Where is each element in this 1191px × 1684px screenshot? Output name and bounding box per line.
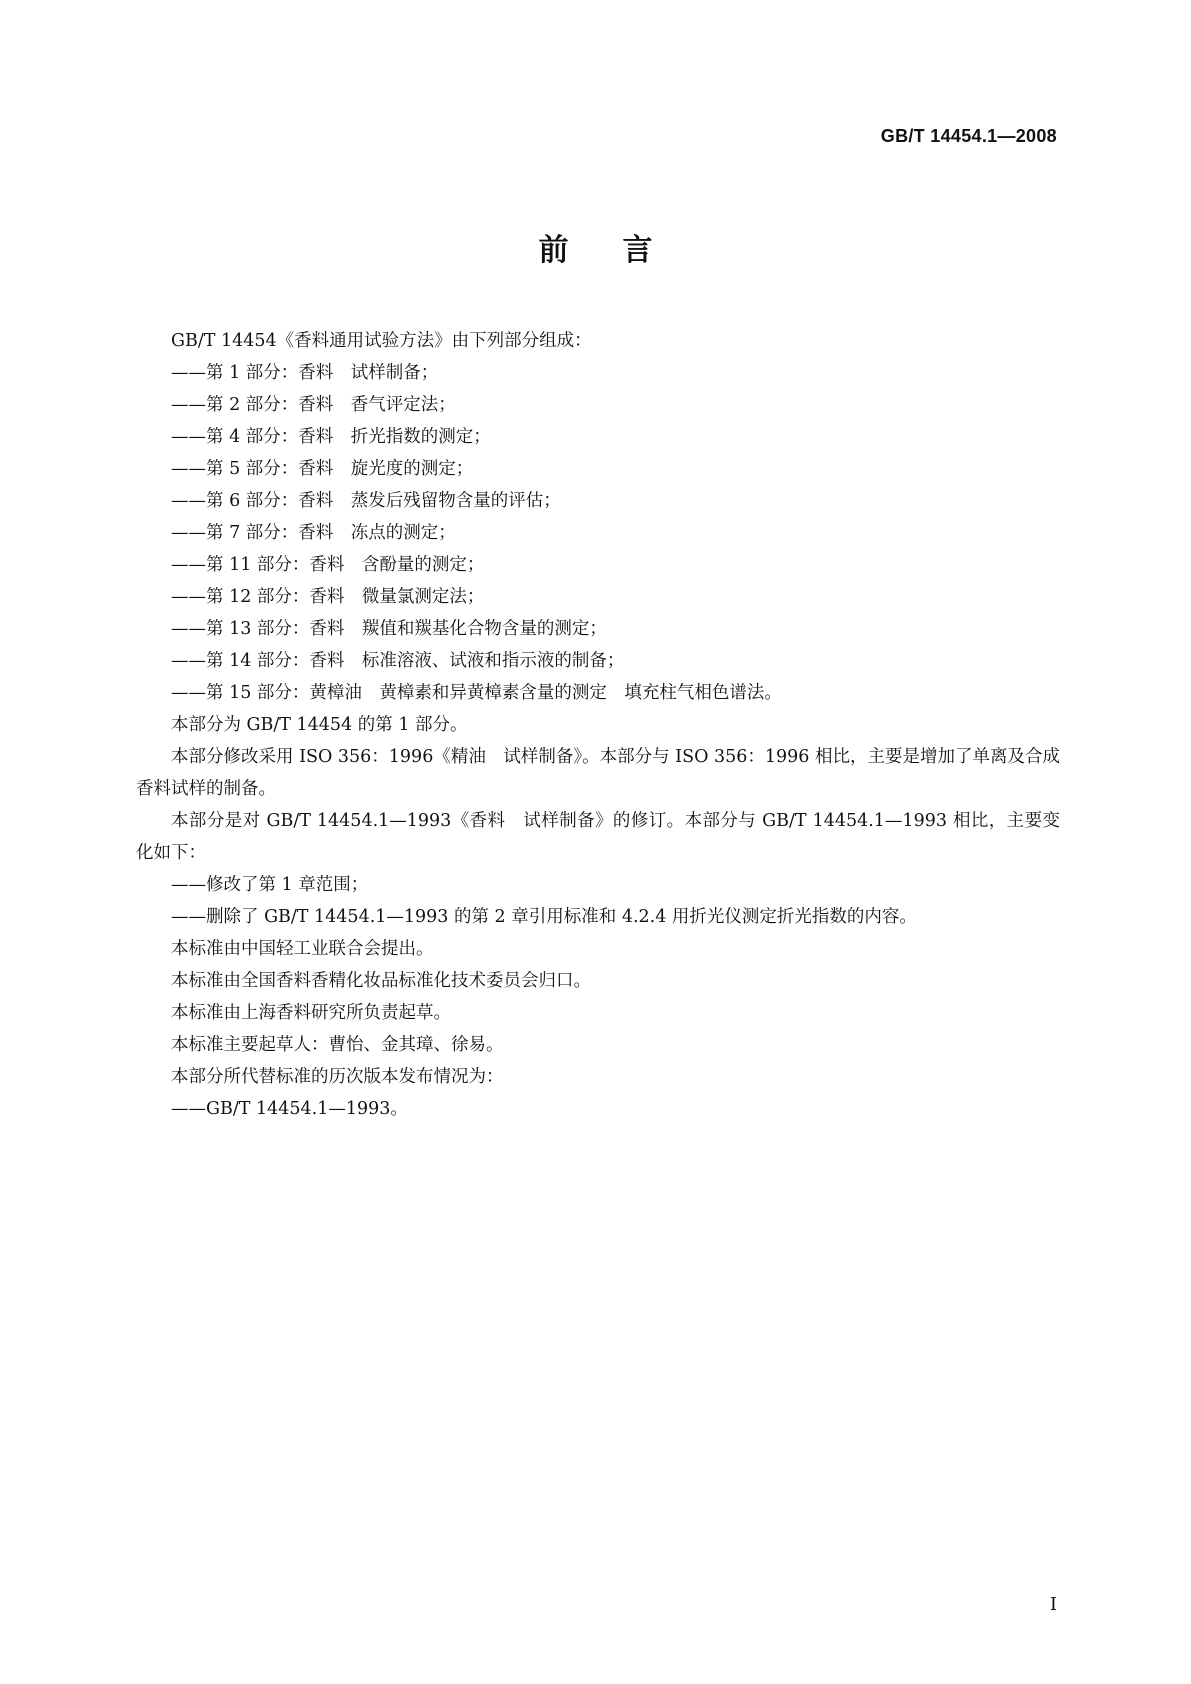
standard-number: GB/T 14454.1—2008: [880, 126, 1057, 146]
drafting-org-paragraph: 本标准由上海香料研究所负责起草。: [171, 1003, 451, 1023]
list-item-part-14: ——第 14 部分：香料 标准溶液、试液和指示液的制备；: [171, 651, 625, 671]
change-item-1: ——修改了第 1 章范围；: [171, 875, 369, 895]
list-item-part-11: ——第 11 部分：香料 含酚量的测定；: [171, 555, 485, 575]
foreword-body: [136, 325, 1060, 1125]
list-item-part-7: ——第 7 部分：香料 冻点的测定；: [171, 523, 456, 543]
change-item-2: ——删除了 GB/T 14454.1—1993 的第 2 章引用标准和 4.2.4 用折光仪测定折光指数的内容。: [171, 907, 917, 927]
scope-paragraph: 本部分为 GB/T 14454 的第 1 部分。: [171, 715, 468, 735]
list-item-part-1: ——第 1 部分：香料 试样制备；: [171, 363, 439, 383]
drafters-paragraph: 本标准主要起草人：曹怡、金其璋、徐易。: [171, 1035, 504, 1055]
proposer-paragraph: 本标准由中国轻工业联合会提出。: [171, 939, 434, 959]
history-intro-paragraph: 本部分所代替标准的历次版本发布情况为：: [171, 1067, 504, 1087]
history-item-1: ——GB/T 14454.1—1993。: [171, 1099, 408, 1119]
list-item-part-13: ——第 13 部分：香料 羰值和羰基化合物含量的测定；: [171, 619, 607, 639]
list-item-part-5: ——第 5 部分：香料 旋光度的测定；: [171, 459, 474, 479]
list-item-part-6: ——第 6 部分：香料 蒸发后残留物含量的评估；: [171, 491, 561, 511]
list-item-part-15: ——第 15 部分：黄樟油 黄樟素和异黄樟素含量的测定 填充柱气相色谱法。: [171, 683, 782, 703]
iso-adoption-paragraph: 本部分修改采用 ISO 356：1996《精油 试样制备》。本部分与 ISO 356：1996 相比，主要是增加了单离及合成香料试样的制备。: [136, 747, 1060, 799]
list-item-part-2: ——第 2 部分：香料 香气评定法；: [171, 395, 456, 415]
list-item-part-4: ——第 4 部分：香料 折光指数的测定；: [171, 427, 491, 447]
list-item-part-12: ——第 12 部分：香料 微量氯测定法；: [171, 587, 485, 607]
page-title: 前言: [538, 233, 707, 268]
revision-paragraph: 本部分是对 GB/T 14454.1—1993《香料 试样制备》的修订。本部分与 GB/T 14454.1—1993 相比，主要变化如下：: [136, 811, 1060, 863]
page-number: I: [1049, 1594, 1057, 1615]
intro-paragraph: GB/T 14454《香料通用试验方法》由下列部分组成：: [171, 331, 592, 351]
committee-paragraph: 本标准由全国香料香精化妆品标准化技术委员会归口。: [171, 971, 591, 991]
